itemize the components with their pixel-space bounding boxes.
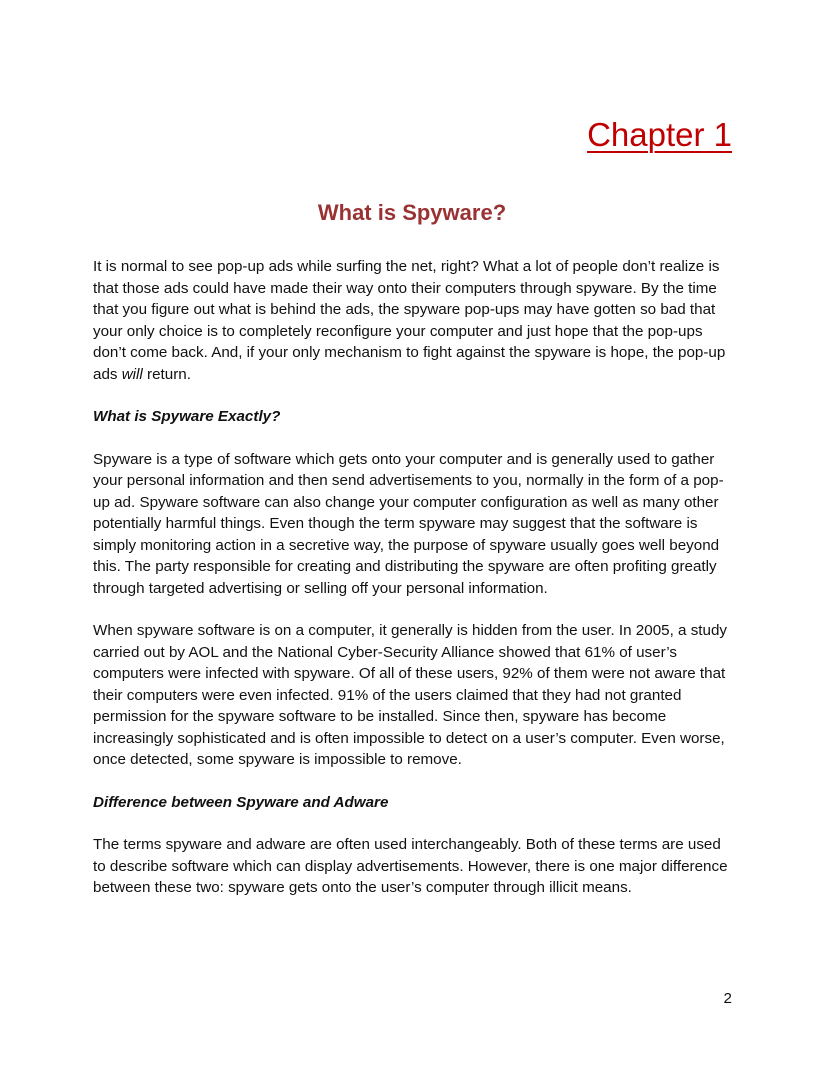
page-number: 2 — [723, 990, 732, 1007]
body-content — [93, 256, 733, 920]
paragraph-spyware-vs-adware: The terms spyware and adware are often used interchangeably. Both of these terms are used to describe software which can display advertisements. However, there is one major difference between these two: spyware gets onto the user’s computer through illicit means. — [93, 836, 728, 896]
paragraph-spyware-study: When spyware software is on a computer, it generally is hidden from the user. In 2005, a study carried out by AOL and the National Cyber-Security Alliance showed that 61% of user’s computers were infected with spyware. Of all of these users, 92% of them were not aware that their computers were even infected. 91% of the users claimed that they had not granted permission for the spyware software to be installed. Since then, spyware has become increasingly sophisticated and is often impossible to detect on a user’s computer. Even worse, once detected, some spyware is impossible to remove. — [93, 622, 727, 768]
intro-text-start: It is normal to see pop-up ads while surfing the net, right? What a lot of people don’t realize is that those ads could have made their way onto their computers through spyware. By the time that you figure out what is behind the ads, the spyware pop-ups may have gotten so bad that your only choice is to completely reconfigure your computer and just hope that the pop-ups don’t come back. And, if your only mechanism to fight against the spyware is hope, the pop-up ads — [93, 258, 726, 383]
section-title: What is Spyware? — [317, 200, 507, 225]
subheading-what-is-spyware-exactly: What is Spyware Exactly? — [93, 408, 281, 425]
intro-paragraph — [93, 256, 733, 385]
paragraph-spyware-definition: Spyware is a type of software which gets onto your computer and is generally used to gather your personal information and then send advertisements to you, normally in the form of a pop-up ad. Spyware software can also change your computer configuration as well as many other potentially harmful things. Even though the term spyware may suggest that the software is simply monitoring action in a secretive way, the purpose of spyware usually goes well beyond this. The party responsible for creating and distributing the spyware are often profiting greatly through targeted advertising or selling off your personal information. — [93, 450, 724, 597]
chapter-heading: Chapter 1 — [587, 116, 732, 153]
intro-text-end: return. — [142, 365, 191, 383]
subheading-spyware-vs-adware: Difference between Spyware and Adware — [93, 793, 389, 811]
intro-emphasis: will — [121, 365, 143, 383]
